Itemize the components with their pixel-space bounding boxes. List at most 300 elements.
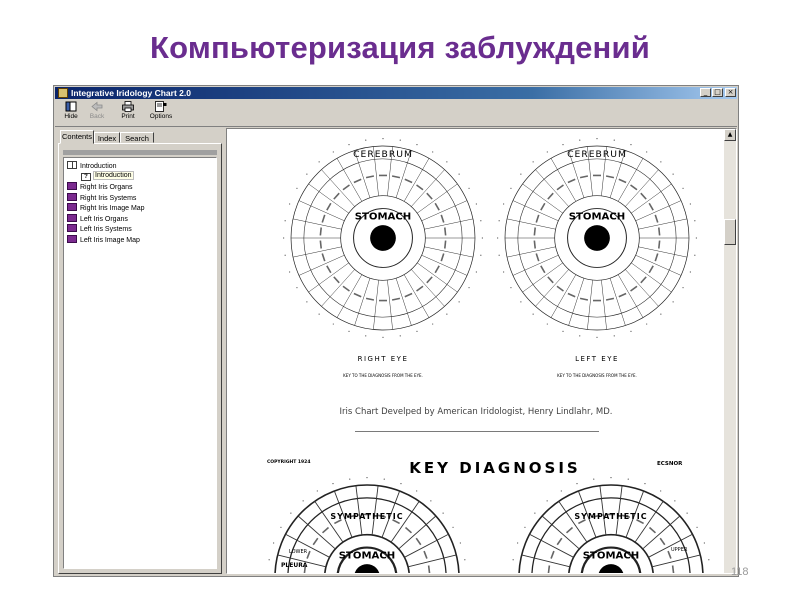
tree-item-label: Right Iris Image Map <box>80 205 145 212</box>
zone-label-mark <box>640 276 647 283</box>
iris-zone-divider <box>616 486 622 535</box>
key-diagnosis-right-eye <box>267 477 467 574</box>
iris-tick <box>468 287 469 288</box>
iris-zone-divider <box>610 278 625 325</box>
zone-label-mark <box>660 538 666 545</box>
zone-label-mark <box>333 276 340 283</box>
iris-tick <box>708 559 709 560</box>
iris-tick <box>646 323 647 324</box>
left-eye-chart <box>497 138 697 338</box>
pupil <box>598 564 624 574</box>
iris-zone-divider <box>411 269 444 306</box>
iris-tick <box>476 271 477 272</box>
iris-zone-divider <box>373 280 378 329</box>
zone-label-mark <box>649 527 656 534</box>
zone-label-mark <box>658 227 660 235</box>
iris-zone-divider <box>636 255 681 275</box>
iris-tick <box>382 138 383 139</box>
iris-tick <box>517 542 518 543</box>
tab-contents[interactable] <box>60 130 94 144</box>
iris-tick <box>690 203 691 204</box>
iris-tick <box>596 337 597 338</box>
tree-item-label: Introduction <box>80 163 117 170</box>
left-eye-caption: LEFT EYE <box>575 355 619 363</box>
iris-tick <box>280 527 281 528</box>
iris-ring <box>532 498 690 574</box>
iris-tick <box>333 323 334 324</box>
zone-label-mark <box>322 253 326 261</box>
iris-tick <box>547 323 548 324</box>
iris-tick <box>614 140 615 141</box>
iris-zone-divider <box>652 555 700 567</box>
zone-label-mark <box>313 538 319 545</box>
book-closed-icon <box>67 182 77 190</box>
iris-tick <box>579 140 580 141</box>
zone-label-mark <box>593 175 601 177</box>
iris-tick <box>384 479 385 480</box>
zone-label-mark <box>379 175 387 177</box>
iris-tick <box>510 188 511 189</box>
iris-tick <box>673 301 674 302</box>
hide-button[interactable] <box>59 101 83 120</box>
zone-label-mark <box>550 551 554 559</box>
zone-label-mark <box>618 293 626 298</box>
pupil <box>354 564 380 574</box>
iris-tick <box>400 140 401 141</box>
iris-tick <box>513 559 514 560</box>
iris-tick <box>290 513 291 514</box>
zone-label-mark <box>392 298 400 301</box>
contents-tree[interactable] <box>63 157 217 569</box>
content-scrollbar[interactable] <box>724 129 736 573</box>
zone-label-mark <box>534 240 536 248</box>
iris-zone-divider <box>507 247 556 257</box>
zone-label-mark <box>343 286 350 292</box>
iris-tick <box>499 255 500 256</box>
chart-caption: Iris Chart Develped by American Iridologist, Henry Lindlahr, MD. <box>339 407 613 417</box>
hide-label: Hide <box>64 113 78 120</box>
zone-label-mark <box>322 215 326 223</box>
right-eye-chart <box>283 138 483 338</box>
zone-label-mark <box>354 178 362 183</box>
cerebrum-label: CEREBRUM <box>353 149 413 161</box>
iris-tick <box>562 331 563 332</box>
tree-item-right-iris-image-map[interactable] <box>67 203 145 213</box>
iris-zone-divider <box>638 219 687 229</box>
iris-zone-divider <box>507 219 556 229</box>
tree-header-bar <box>63 150 217 155</box>
app-icon <box>58 88 68 98</box>
ecsnor-text: ECSNOR <box>657 461 683 467</box>
tree-item-introduction[interactable] <box>67 161 117 171</box>
contents-tab-body <box>58 143 222 574</box>
iris-tick <box>365 335 366 336</box>
zone-label-mark <box>426 193 433 200</box>
zone-label-mark <box>426 276 433 283</box>
zone-label-mark <box>366 298 374 301</box>
right-eye-caption: RIGHT EYE <box>357 355 409 363</box>
iris-tick <box>499 220 500 221</box>
iris-zone-divider <box>408 555 456 567</box>
iris-tick <box>596 138 597 139</box>
iris-tick <box>480 220 481 221</box>
iris-zone-divider <box>293 247 342 257</box>
iris-tick <box>497 237 498 238</box>
iris-zone-divider <box>587 280 592 329</box>
zone-label-mark <box>416 538 422 545</box>
close-button[interactable]: × <box>725 88 736 97</box>
iris-zone-divider <box>601 280 606 329</box>
iris-tick <box>332 483 333 484</box>
zone-label-mark <box>606 298 614 301</box>
iris-zone-divider <box>638 247 687 257</box>
tree-item-right-iris-systems[interactable] <box>67 193 136 203</box>
key-diagnosis-title: KEY DIAGNOSIS <box>409 459 581 477</box>
zone-label-mark <box>672 565 675 573</box>
tab-search-label: Search <box>125 134 149 143</box>
iris-tick <box>682 188 683 189</box>
iris-zone-divider <box>422 255 467 275</box>
iris-zone-divider <box>636 201 681 221</box>
iris-tick <box>400 335 401 336</box>
printer-icon <box>122 101 134 112</box>
zone-label-mark <box>547 193 554 200</box>
navigation-pane <box>58 130 222 574</box>
zone-label-mark <box>434 203 439 211</box>
zone-label-mark <box>333 193 340 200</box>
iris-tick <box>416 331 417 332</box>
maximize-button[interactable]: □ <box>712 88 723 97</box>
nav-tabs <box>58 130 222 144</box>
iris-chart-key-diagnosis <box>259 449 723 574</box>
back-button[interactable] <box>85 101 109 120</box>
iris-tick <box>366 477 367 478</box>
iris-tick <box>289 271 290 272</box>
zone-label-mark <box>547 276 554 283</box>
zone-label-mark <box>630 184 637 190</box>
options-label: Options <box>149 113 173 120</box>
iris-tick <box>660 161 661 162</box>
stomach-label: STOMACH <box>354 211 412 223</box>
help-window <box>53 85 739 577</box>
chart2-label-upper: UPPER <box>671 547 688 553</box>
minimize-button[interactable]: _ <box>700 88 711 97</box>
iris-tick <box>319 314 320 315</box>
right-key-text: KEY TO THE DIAGNOSIS FROM THE EYE. <box>343 373 423 378</box>
book-open-icon <box>67 161 77 169</box>
zone-label-mark <box>392 175 400 178</box>
tree-item-left-iris-organs[interactable] <box>67 214 128 224</box>
tab-index[interactable] <box>94 132 120 143</box>
chart2-label-lower: LOWER <box>289 549 308 555</box>
zone-label-mark <box>404 178 412 183</box>
iris-tick <box>400 483 401 484</box>
iris-tick <box>687 513 688 514</box>
page-number: 118 <box>731 566 749 578</box>
iris-tick <box>561 490 562 491</box>
iris-tick <box>285 220 286 221</box>
iris-tick <box>476 203 477 204</box>
book-closed-icon <box>67 193 77 201</box>
iris-zone-divider <box>372 486 378 535</box>
zone-label-mark <box>423 551 427 559</box>
iris-tick <box>593 479 594 480</box>
iris-tick <box>306 174 307 175</box>
chart2-label-sympathetic: SYMPATHETIC <box>330 512 404 521</box>
iris-zone-divider <box>625 170 658 207</box>
zone-label-mark <box>648 265 653 273</box>
zone-label-mark <box>580 175 588 178</box>
iris-tick <box>416 144 417 145</box>
iris-tick <box>646 151 647 152</box>
iris-tick <box>694 255 695 256</box>
zone-label-mark <box>366 175 374 178</box>
iris-tick <box>614 335 615 336</box>
tree-item-label: Left Iris Image Map <box>80 236 140 244</box>
iris-tick <box>285 255 286 256</box>
back-arrow-icon <box>91 101 103 112</box>
tree-item-label: Left Iris Systems <box>80 226 132 233</box>
iris-tick <box>524 527 525 528</box>
iris-tick <box>576 483 577 484</box>
zone-label-mark <box>320 227 322 235</box>
tree-item-label: Right Iris Systems <box>80 194 137 202</box>
zone-label-mark <box>655 215 659 223</box>
window-title: Integrative Iridology Chart 2.0 <box>71 88 191 98</box>
iris-chart-lindlahr <box>275 133 715 385</box>
iris-tick <box>443 513 444 514</box>
book-closed-icon <box>67 214 77 222</box>
iris-tick <box>610 477 611 478</box>
iris-tick <box>520 174 521 175</box>
iris-tick <box>482 237 483 238</box>
iris-tick <box>446 161 447 162</box>
zone-label-mark <box>379 300 387 302</box>
zone-label-mark <box>428 565 431 573</box>
iris-zone-divider <box>424 219 473 229</box>
pupil <box>370 225 396 251</box>
iris-tick <box>503 271 504 272</box>
zone-label-mark <box>658 240 660 248</box>
iris-zone-divider <box>535 269 568 306</box>
iris-tick <box>468 188 469 189</box>
zone-label-mark <box>557 286 564 292</box>
iris-zone-divider <box>396 278 411 325</box>
zone-label-mark <box>566 527 573 534</box>
iris-tick <box>696 527 697 528</box>
zone-label-mark <box>536 215 540 223</box>
tree-item-label: Left Iris Organs <box>80 215 128 223</box>
hide-pane-icon <box>65 101 77 112</box>
iris-tick <box>696 237 697 238</box>
iris-zone-divider <box>293 219 342 229</box>
iris-zone-divider <box>411 170 444 207</box>
zone-label-mark <box>557 184 564 190</box>
zone-label-mark <box>354 293 362 298</box>
key-diagnosis-left-eye <box>511 477 711 574</box>
iris-tick <box>460 542 461 543</box>
zone-label-mark <box>548 565 551 573</box>
iris-tick <box>630 331 631 332</box>
zone-label-mark <box>434 265 439 273</box>
book-closed-icon <box>67 224 77 232</box>
toolbar <box>55 100 737 127</box>
iris-zone-divider <box>355 278 370 325</box>
iris-tick <box>674 500 675 501</box>
scroll-up-arrow[interactable]: ▲ <box>724 129 736 141</box>
zone-label-mark <box>540 203 545 211</box>
tab-index-label: Index <box>97 134 117 143</box>
iris-ring <box>288 498 446 574</box>
window-titlebar[interactable] <box>55 87 737 99</box>
iris-zone-divider <box>299 255 344 275</box>
zone-label-mark <box>557 538 563 545</box>
tree-item-left-iris-systems[interactable] <box>67 224 132 234</box>
iris-tick <box>682 287 683 288</box>
iris-zone-divider <box>424 247 473 257</box>
iris-zone-divider <box>569 278 584 325</box>
iris-tick <box>644 483 645 484</box>
iris-zone-divider <box>299 201 344 221</box>
tree-item-label: Right Iris Organs <box>80 184 133 191</box>
zone-label-mark <box>606 175 614 178</box>
book-closed-icon <box>67 235 77 243</box>
help-page-icon: ? <box>81 173 91 181</box>
iris-tick <box>660 490 661 491</box>
tree-item-introduction-page[interactable] <box>81 171 133 181</box>
iris-zone-divider <box>387 280 392 329</box>
tree-item-label: Introduction <box>95 172 132 179</box>
zone-label-mark <box>444 227 446 235</box>
zone-label-mark <box>322 527 329 534</box>
iris-zone-divider <box>522 555 570 567</box>
iris-tick <box>520 301 521 302</box>
stomach-label: STOMACH <box>568 211 626 223</box>
zone-label-mark <box>444 240 446 248</box>
cerebrum-label: CEREBRUM <box>567 149 627 161</box>
iris-tick <box>430 500 431 501</box>
zone-label-mark <box>326 203 331 211</box>
zone-label-mark <box>648 203 653 211</box>
iris-zone-divider <box>422 201 467 221</box>
left-key-text: KEY TO THE DIAGNOSIS FROM THE EYE. <box>557 373 637 378</box>
iris-tick <box>533 161 534 162</box>
iris-tick <box>630 144 631 145</box>
iris-zone-divider <box>321 269 354 306</box>
chart2-label-pleura: PLEURA <box>281 562 308 569</box>
tree-item-left-iris-image-map[interactable] <box>67 235 140 245</box>
iris-tick <box>289 203 290 204</box>
iris-tick <box>459 174 460 175</box>
iris-tick <box>660 314 661 315</box>
zone-label-mark <box>568 178 576 183</box>
iris-tick <box>459 301 460 302</box>
iris-zone-divider <box>535 170 568 207</box>
content-pane[interactable] <box>226 128 737 574</box>
print-button[interactable] <box>116 101 140 120</box>
iris-tick <box>382 337 383 338</box>
iris-tick <box>510 287 511 288</box>
iris-tick <box>432 151 433 152</box>
iris-tick <box>303 500 304 501</box>
iris-zone-divider <box>625 269 658 306</box>
zone-label-mark <box>640 193 647 200</box>
zone-label-mark <box>326 265 331 273</box>
zone-label-mark <box>580 298 588 301</box>
iris-tick <box>480 255 481 256</box>
iris-tick <box>333 151 334 152</box>
iris-zone-divider <box>513 255 558 275</box>
zone-label-mark <box>416 286 423 292</box>
zone-label-mark <box>320 240 322 248</box>
tab-contents-label: Contents <box>61 132 93 141</box>
zone-label-mark <box>630 286 637 292</box>
zone-label-mark <box>534 227 536 235</box>
stomach-label: STOMACH <box>582 550 640 562</box>
iris-tick <box>452 527 453 528</box>
iris-tick <box>349 479 350 480</box>
caption-divider <box>355 431 599 432</box>
zone-label-mark <box>593 300 601 302</box>
copyright-text: COPYRIGHT 1924 <box>267 460 311 465</box>
iris-tick <box>283 237 284 238</box>
zone-label-mark <box>405 527 412 534</box>
iris-tick <box>579 335 580 336</box>
iris-tick <box>273 542 274 543</box>
iris-tick <box>446 314 447 315</box>
iris-zone-divider <box>321 170 354 207</box>
tree-item-right-iris-organs[interactable] <box>67 182 133 192</box>
iris-tick <box>416 490 417 491</box>
zone-label-mark <box>568 293 576 298</box>
iris-tick <box>628 479 629 480</box>
zone-label-mark <box>618 178 626 183</box>
zone-label-mark <box>441 253 445 261</box>
iris-tick <box>348 331 349 332</box>
iris-tick <box>503 203 504 204</box>
iris-tick <box>562 144 563 145</box>
options-button[interactable] <box>146 101 176 120</box>
scroll-thumb[interactable] <box>724 219 736 245</box>
zone-label-mark <box>540 265 545 273</box>
iris-zone-divider <box>513 201 558 221</box>
book-closed-icon <box>67 203 77 211</box>
iris-tick <box>533 314 534 315</box>
zone-label-mark <box>441 215 445 223</box>
iris-tick <box>348 144 349 145</box>
chart2-label-sympathetic-left: SYMPATHETIC <box>574 512 648 521</box>
zone-label-mark <box>343 184 350 190</box>
iris-tick <box>673 174 674 175</box>
iris-tick <box>547 500 548 501</box>
stomach-label: STOMACH <box>338 550 396 562</box>
options-icon <box>155 101 167 112</box>
iris-tick <box>296 287 297 288</box>
iris-tick <box>365 140 366 141</box>
iris-tick <box>269 559 270 560</box>
zone-label-mark <box>655 253 659 261</box>
tab-search[interactable] <box>120 132 154 143</box>
slide-title: Компьютеризация заблуждений <box>150 30 650 65</box>
iris-tick <box>306 301 307 302</box>
iris-tick <box>296 188 297 189</box>
iris-zone-divider <box>356 486 362 535</box>
pupil <box>584 225 610 251</box>
iris-tick <box>317 490 318 491</box>
iris-tick <box>547 151 548 152</box>
back-label: Back <box>89 113 105 120</box>
zone-label-mark <box>416 184 423 190</box>
